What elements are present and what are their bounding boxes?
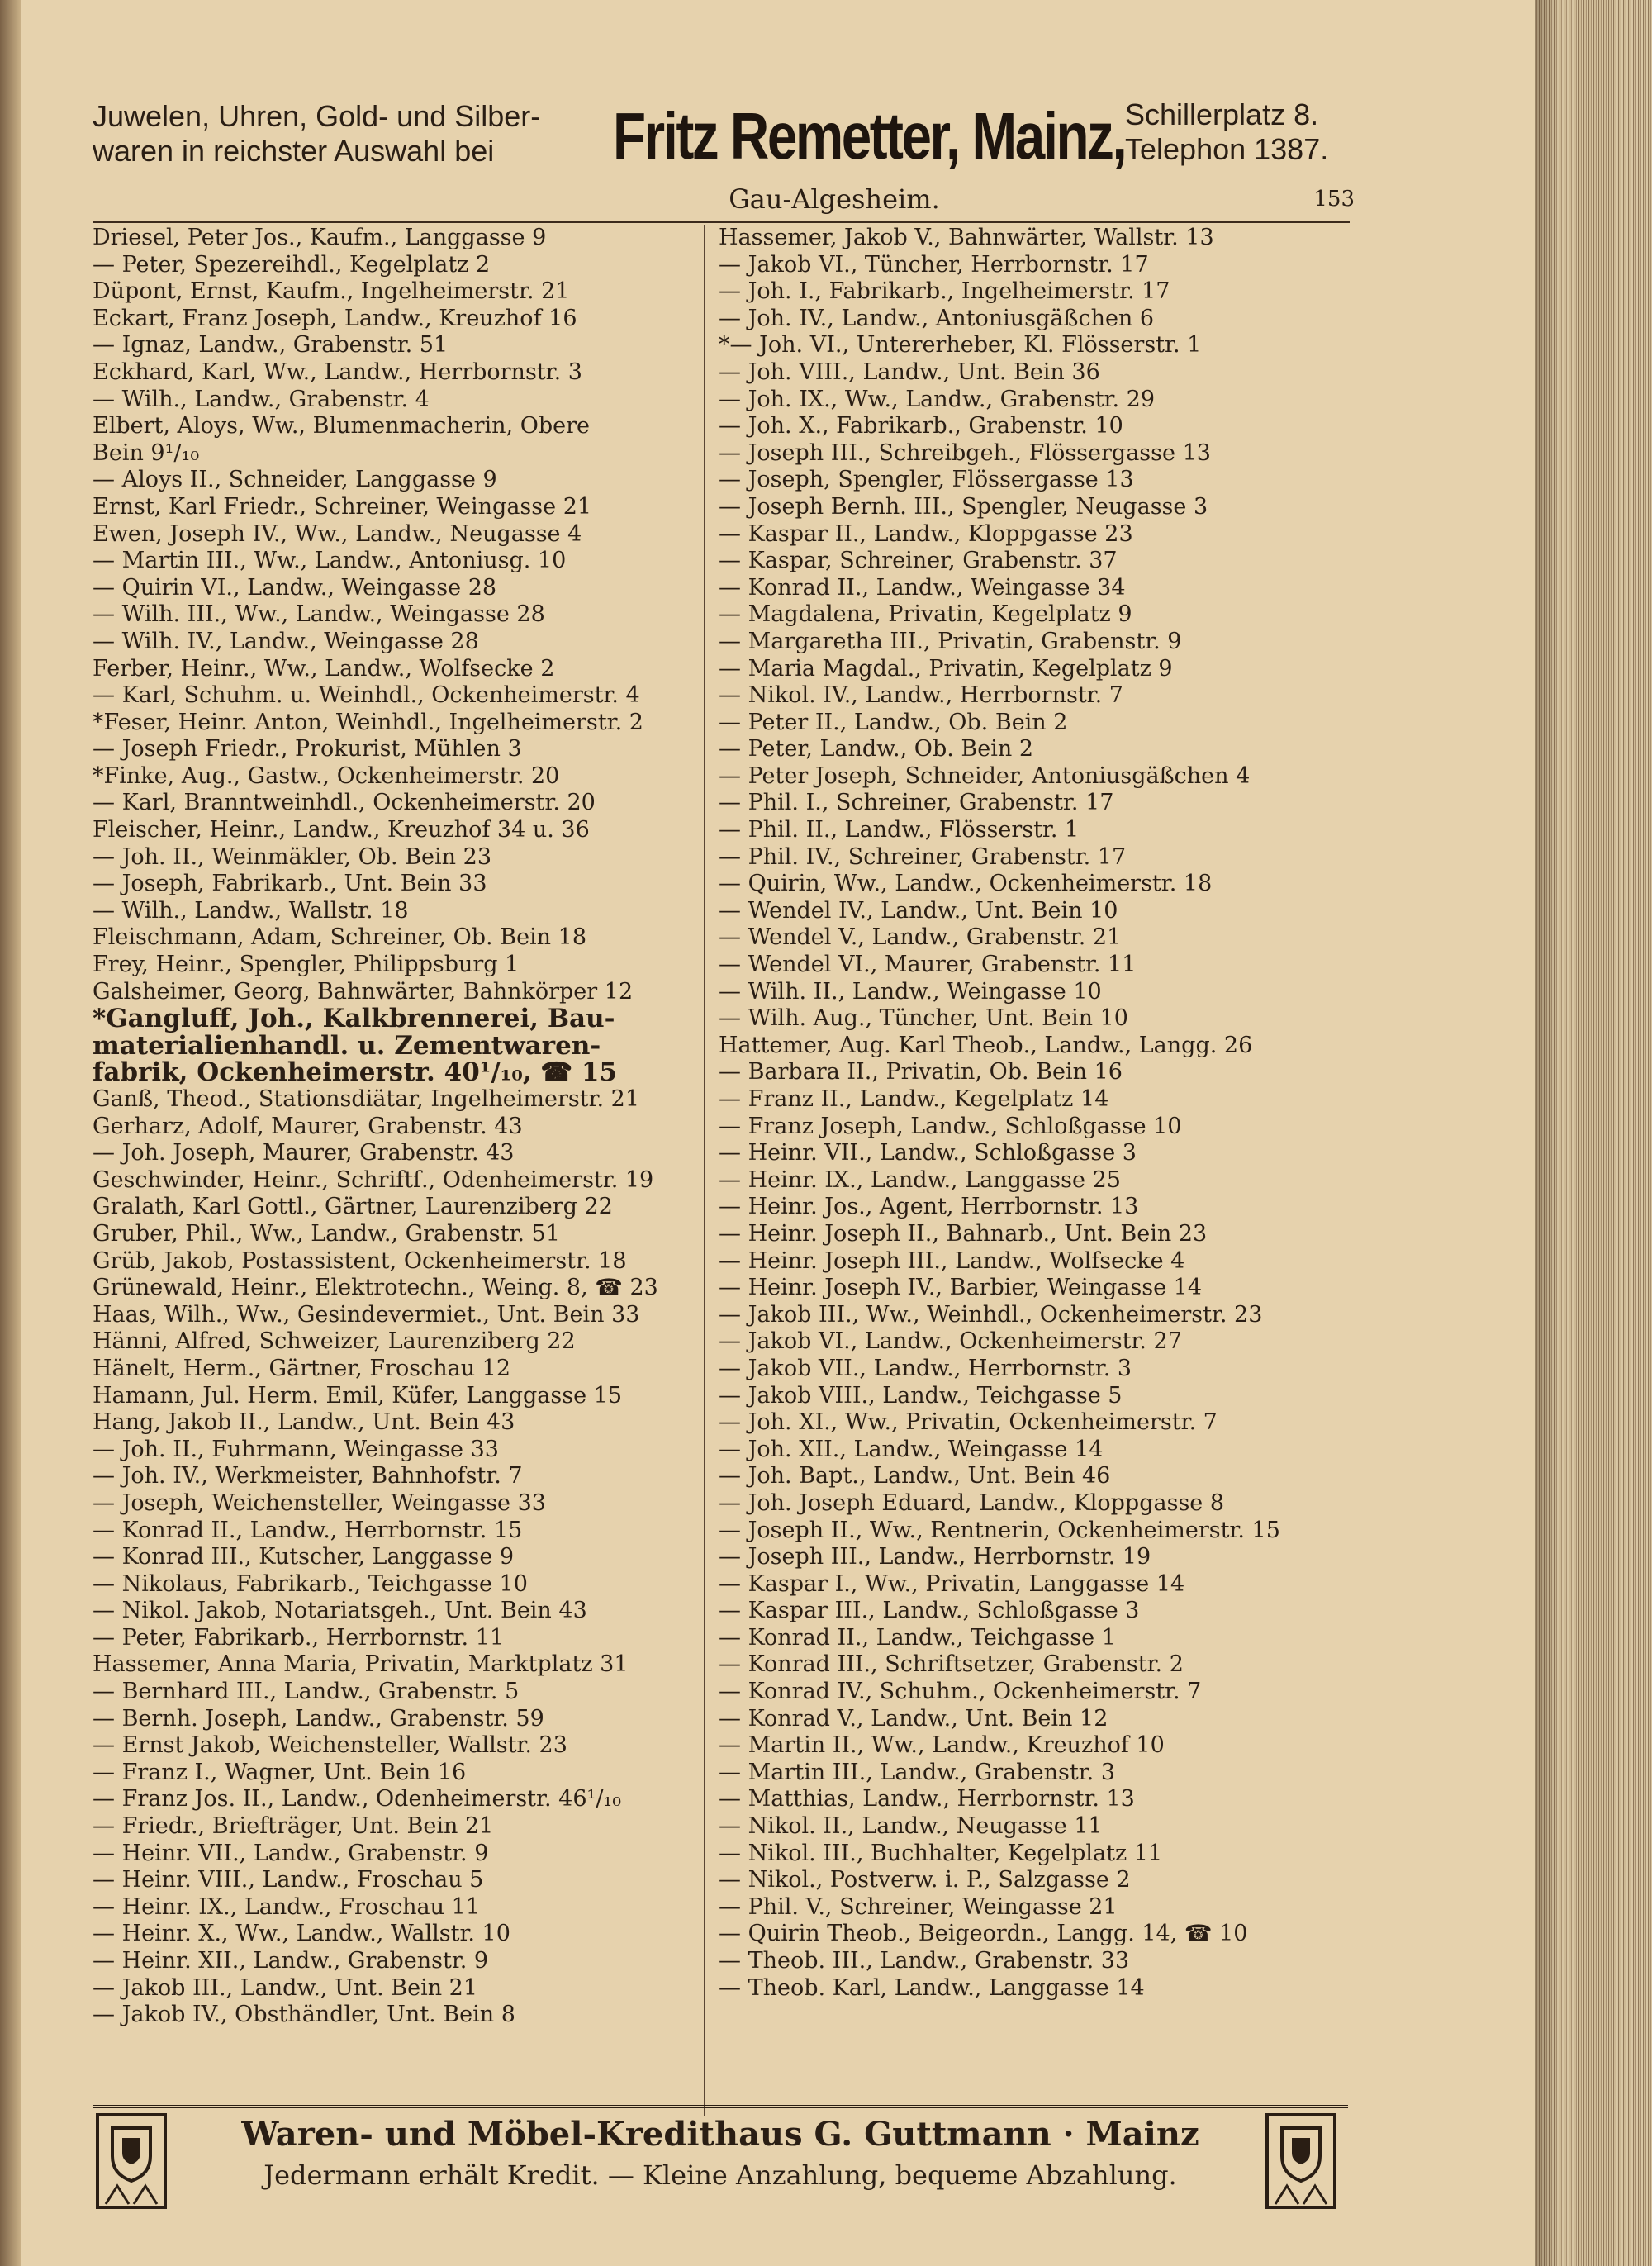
directory-entry: — Jakob VII., Landw., Herrbornstr. 3 xyxy=(719,1355,1132,1381)
directory-entry: — Heinr. VII., Landw., Schloßgasse 3 xyxy=(719,1140,1137,1166)
directory-entry: — Nikol. II., Landw., Neugasse 11 xyxy=(719,1813,1103,1840)
directory-entry: — Joh. VIII., Landw., Unt. Bein 36 xyxy=(719,359,1100,385)
header-ad-right-line1: Schillerplatz 8. xyxy=(1125,97,1319,131)
directory-entry: — Quirin, Ww., Landw., Ockenheimerstr. 18 xyxy=(719,871,1213,897)
locality-heading: Gau-Algesheim. xyxy=(729,183,940,215)
directory-entry: Hänni, Alfred, Schweizer, Laurenziberg 22 xyxy=(93,1328,576,1355)
directory-entry: Eckart, Franz Joseph, Landw., Kreuzhof 16 xyxy=(93,305,577,331)
directory-entry: *— Joh. VI., Untererheber, Kl. Flösserstr. 1 xyxy=(719,332,1202,359)
directory-entry: — Heinr. Joseph III., Landw., Wolfsecke 4 xyxy=(719,1247,1185,1274)
directory-entry: Driesel, Peter Jos., Kaufm., Langgasse 9 xyxy=(93,225,547,250)
directory-entry: — Martin III., Ww., Landw., Antoniusg. 10 xyxy=(93,548,567,574)
directory-entry: Gerharz, Adolf, Maurer, Grabenstr. 43 xyxy=(93,1113,523,1139)
directory-entry: — Joseph, Weichensteller, Weingasse 33 xyxy=(93,1489,546,1516)
directory-entry: — Kaspar, Schreiner, Grabenstr. 37 xyxy=(719,548,1118,574)
directory-entry: Hassemer, Anna Maria, Privatin, Marktplatz 31 xyxy=(93,1651,629,1678)
directory-entry: — Friedr., Briefträger, Unt. Bein 21 xyxy=(93,1813,494,1840)
directory-entry: — Franz I., Wagner, Unt. Bein 16 xyxy=(93,1759,467,1785)
directory-entry: — Karl, Schuhm. u. Weinhdl., Ockenheimerstr. 4 xyxy=(93,682,640,709)
directory-entry: — Wendel VI., Maurer, Grabenstr. 11 xyxy=(719,952,1137,978)
directory-entry: — Nikol. IV., Landw., Herrbornstr. 7 xyxy=(719,682,1123,709)
directory-entry: — Konrad II., Landw., Teichgasse 1 xyxy=(719,1624,1116,1651)
directory-entry: — Joseph, Fabrikarb., Unt. Bein 33 xyxy=(93,871,487,897)
directory-entry: Hattemer, Aug. Karl Theob., Landw., Langg. 26 xyxy=(719,1032,1253,1058)
directory-entry: — Phil. I., Schreiner, Grabenstr. 17 xyxy=(719,790,1114,816)
right-column xyxy=(719,225,1353,2002)
directory-entry: — Jakob VI., Landw., Ockenheimerstr. 27 xyxy=(719,1328,1182,1355)
directory-entry: — Heinr. VIII., Landw., Froschau 5 xyxy=(93,1867,484,1893)
directory-entry: — Maria Magdal., Privatin, Kegelplatz 9 xyxy=(719,655,1173,682)
directory-entry: — Kaspar II., Landw., Kloppgasse 23 xyxy=(719,520,1133,547)
directory-entry: — Heinr. Joseph II., Bahnarb., Unt. Bein 23 xyxy=(719,1220,1208,1247)
directory-entry: — Wendel IV., Landw., Unt. Bein 10 xyxy=(719,897,1118,924)
directory-entry: — Quirin Theob., Beigeordn., Langg. 14, ☎ 10 xyxy=(719,1921,1248,1947)
directory-entry: — Heinr. VII., Landw., Grabenstr. 9 xyxy=(93,1840,489,1866)
directory-entry: Fleischmann, Adam, Schreiner, Ob. Bein 18 xyxy=(93,924,587,951)
directory-entry: — Konrad II., Landw., Herrbornstr. 15 xyxy=(93,1517,523,1543)
directory-entry: — Joseph II., Ww., Rentnerin, Ockenheimerstr. 15 xyxy=(719,1517,1280,1543)
directory-entry: — Joseph Friedr., Prokurist, Mühlen 3 xyxy=(93,736,522,762)
directory-entry: — Ignaz, Landw., Grabenstr. 51 xyxy=(93,332,449,359)
directory-entry: Grünewald, Heinr., Elektrotechn., Weing. 8, ☎ 23 xyxy=(93,1275,658,1301)
directory-entry: — Joh. Joseph, Maurer, Grabenstr. 43 xyxy=(93,1140,515,1166)
directory-entry: — Magdalena, Privatin, Kegelplatz 9 xyxy=(719,601,1132,628)
directory-entry: — Phil. II., Landw., Flösserstr. 1 xyxy=(719,817,1080,843)
directory-entry: — Aloys II., Schneider, Langgasse 9 xyxy=(93,467,497,493)
directory-entry: Gralath, Karl Gottl., Gärtner, Laurenziberg 22 xyxy=(93,1194,613,1220)
directory-entry: — Joh. IV., Werkmeister, Bahnhofstr. 7 xyxy=(93,1463,523,1489)
directory-entry: — Martin III., Landw., Grabenstr. 3 xyxy=(719,1759,1116,1785)
directory-entry: — Heinr. Jos., Agent, Herrbornstr. 13 xyxy=(719,1194,1139,1220)
directory-entry: Ganß, Theod., Stationsdiätar, Ingelheimerstr. 21 xyxy=(93,1086,640,1112)
directory-entry: — Joh. Bapt., Landw., Unt. Bein 46 xyxy=(719,1463,1111,1489)
directory-entry: — Theob. Karl, Landw., Langgasse 14 xyxy=(719,1974,1145,2001)
directory-entry: — Heinr. IX., Landw., Langgasse 25 xyxy=(719,1166,1121,1193)
directory-entry: — Joh. II., Weinmäkler, Ob. Bein 23 xyxy=(93,843,491,870)
directory-entry: — Wilh. Aug., Tüncher, Unt. Bein 10 xyxy=(719,1005,1128,1032)
directory-entry: Galsheimer, Georg, Bahnwärter, Bahnkörper 12 xyxy=(93,978,634,1005)
directory-entry: Ewen, Joseph IV., Ww., Landw., Neugasse 4 xyxy=(93,520,582,547)
directory-entry: Hänelt, Herm., Gärtner, Froschau 12 xyxy=(93,1355,511,1381)
directory-entry: — Karl, Branntweinhdl., Ockenheimerstr. 20 xyxy=(93,790,596,816)
directory-entry: Fleischer, Heinr., Landw., Kreuzhof 34 u. 36 xyxy=(93,817,590,843)
directory-entry: — Phil. IV., Schreiner, Grabenstr. 17 xyxy=(719,843,1127,870)
directory-entry: — Quirin VI., Landw., Weingasse 28 xyxy=(93,574,497,601)
footer-ad-tagline: Jedermann erhält Kredit. — Kleine Anzahlung, bequeme Abzahlung. xyxy=(263,2159,1177,2191)
left-column xyxy=(93,225,704,2029)
directory-entry: — Jakob VIII., Landw., Teichgasse 5 xyxy=(719,1382,1123,1409)
directory-entry: — Franz Joseph, Landw., Schloßgasse 10 xyxy=(719,1113,1182,1139)
directory-entry: — Nikol., Postverw. i. P., Salzgasse 2 xyxy=(719,1867,1131,1893)
directory-entry: Hassemer, Jakob V., Bahnwärter, Wallstr. 13 xyxy=(719,225,1214,250)
directory-entry: — Joseph III., Schreibgeh., Flössergasse 13 xyxy=(719,439,1211,466)
directory-entry: Düpont, Ernst, Kaufm., Ingelheimerstr. 21 xyxy=(93,278,570,305)
directory-entry: — Peter, Spezereihdl., Kegelplatz 2 xyxy=(93,251,491,278)
directory-entry: — Franz Jos. II., Landw., Odenheimerstr. 46¹/₁₀ xyxy=(93,1786,622,1812)
directory-entry: — Wendel V., Landw., Grabenstr. 21 xyxy=(719,924,1122,951)
directory-entry: — Nikol. III., Buchhalter, Kegelplatz 11 xyxy=(719,1840,1163,1866)
header-ad-left-line1: Juwelen, Uhren, Gold- und Silber- xyxy=(93,99,541,133)
directory-entry: *Finke, Aug., Gastw., Ockenheimerstr. 20 xyxy=(93,762,560,789)
directory-entry: Frey, Heinr., Spengler, Philippsburg 1 xyxy=(93,952,520,978)
directory-entry: — Joseph III., Landw., Herrbornstr. 19 xyxy=(719,1544,1151,1570)
directory-entry: — Joh. Joseph Eduard, Landw., Kloppgasse 8 xyxy=(719,1489,1225,1516)
directory-entry: materialienhandl. u. Zementwaren- xyxy=(93,1032,601,1060)
directory-entry: — Margaretha III., Privatin, Grabenstr. 9 xyxy=(719,628,1182,654)
directory-entry: — Nikolaus, Fabrikarb., Teichgasse 10 xyxy=(93,1570,528,1597)
header-ad-right xyxy=(1125,97,1497,167)
directory-entry: — Martin II., Ww., Landw., Kreuzhof 10 xyxy=(719,1732,1165,1759)
directory-entry: Bein 9¹/₁₀ xyxy=(93,439,200,466)
directory-entry: — Bernhard III., Landw., Grabenstr. 5 xyxy=(93,1679,520,1705)
directory-entry: — Konrad III., Kutscher, Langgasse 9 xyxy=(93,1544,515,1570)
directory-entry: — Joseph, Spengler, Flössergasse 13 xyxy=(719,467,1134,493)
directory-entry: — Jakob III., Landw., Unt. Bein 21 xyxy=(93,1974,478,2001)
directory-entry: Elbert, Aloys, Ww., Blumenmacherin, Obere xyxy=(93,413,591,439)
directory-entry: — Jakob IV., Obsthändler, Unt. Bein 8 xyxy=(93,2002,515,2028)
directory-entry: — Heinr. XII., Landw., Grabenstr. 9 xyxy=(93,1948,489,1974)
page-number: 153 xyxy=(1313,187,1355,211)
directory-entry: — Nikol. Jakob, Notariatsgeh., Unt. Bein 43 xyxy=(93,1598,587,1624)
directory-entry: Geschwinder, Heinr., Schriftſ., Odenheimerstr. 19 xyxy=(93,1166,654,1193)
directory-entry: — Joh. II., Fuhrmann, Weingasse 33 xyxy=(93,1436,499,1462)
directory-entry: Ferber, Heinr., Ww., Landw., Wolfsecke 2 xyxy=(93,655,555,682)
header-ad-title: Fritz Remetter, Mainz, xyxy=(613,99,1126,173)
directory-entry: — Jakob VI., Tüncher, Herrbornstr. 17 xyxy=(719,251,1149,278)
directory-entry: — Barbara II., Privatin, Ob. Bein 16 xyxy=(719,1059,1123,1085)
directory-entry: — Joh. XII., Landw., Weingasse 14 xyxy=(719,1436,1104,1462)
page-edge-shadow xyxy=(1535,0,1559,2266)
column-divider xyxy=(704,225,705,2116)
directory-entry: — Jakob III., Ww., Weinhdl., Ockenheimerstr. 23 xyxy=(719,1301,1263,1328)
directory-entry: Gruber, Phil., Ww., Landw., Grabenstr. 51 xyxy=(93,1220,560,1247)
directory-entry: *Feser, Heinr. Anton, Weinhdl., Ingelheimerstr. 2 xyxy=(93,709,643,735)
directory-entry: Grüb, Jakob, Postassistent, Ockenheimerstr. 18 xyxy=(93,1247,627,1274)
directory-entry: — Ernst Jakob, Weichensteller, Wallstr. 23 xyxy=(93,1732,567,1759)
directory-entry: — Joh. IX., Ww., Landw., Grabenstr. 29 xyxy=(719,386,1156,412)
directory-entry: — Peter Joseph, Schneider, Antoniusgäßchen 4 xyxy=(719,762,1251,789)
shield-logo-right-icon xyxy=(1264,2112,1338,2211)
directory-entry: — Joh. I., Fabrikarb., Ingelheimerstr. 17 xyxy=(719,278,1170,305)
directory-entry: — Joseph Bernh. III., Spengler, Neugasse 3 xyxy=(719,493,1208,520)
directory-entry: — Konrad III., Schriftsetzer, Grabenstr. 2 xyxy=(719,1651,1184,1678)
directory-entry: — Peter, Landw., Ob. Bein 2 xyxy=(719,736,1033,762)
directory-entry: — Konrad II., Landw., Weingasse 34 xyxy=(719,574,1126,601)
shield-logo-left-icon xyxy=(94,2112,169,2211)
directory-entry: — Joh. IV., Landw., Antoniusgäßchen 6 xyxy=(719,305,1155,331)
directory-entry: — Heinr. Joseph IV., Barbier, Weingasse 14 xyxy=(719,1275,1203,1301)
directory-entry: — Wilh. III., Ww., Landw., Weingasse 28 xyxy=(93,601,545,628)
directory-entry: — Peter, Fabrikarb., Herrbornstr. 11 xyxy=(93,1624,505,1651)
directory-entry: — Theob. III., Landw., Grabenstr. 33 xyxy=(719,1948,1130,1974)
directory-entry: — Joh. X., Fabrikarb., Grabenstr. 10 xyxy=(719,413,1123,439)
directory-entry: Hamann, Jul. Herm. Emil, Küfer, Langgasse 15 xyxy=(93,1382,622,1409)
header-ad-left-line2: waren in reichster Auswahl bei xyxy=(93,134,495,168)
directory-entry: Haas, Wilh., Ww., Gesindevermiet., Unt. Bein 33 xyxy=(93,1301,640,1328)
directory-entry: — Konrad V., Landw., Unt. Bein 12 xyxy=(719,1705,1108,1732)
header-ad-right-line2: Telephon 1387. xyxy=(1125,132,1329,166)
directory-entry: — Bernh. Joseph, Landw., Grabenstr. 59 xyxy=(93,1705,544,1732)
directory-entry: Eckhard, Karl, Ww., Landw., Herrbornstr. 3 xyxy=(93,359,582,385)
directory-entry: — Kaspar I., Ww., Privatin, Langgasse 14 xyxy=(719,1570,1185,1597)
directory-entry: Hang, Jakob II., Landw., Unt. Bein 43 xyxy=(93,1409,515,1436)
footer-ad-headline: Waren- und Möbel-Kredithaus G. Guttmann · Mainz xyxy=(241,2115,1199,2154)
directory-entry: — Wilh. II., Landw., Weingasse 10 xyxy=(719,978,1102,1005)
directory-entry: — Wilh., Landw., Wallstr. 18 xyxy=(93,897,409,924)
directory-entry: fabrik, Ockenheimerstr. 40¹/₁₀, ☎ 15 xyxy=(93,1059,617,1086)
directory-entry: — Peter II., Landw., Ob. Bein 2 xyxy=(719,709,1068,735)
directory-entry: — Franz II., Landw., Kegelplatz 14 xyxy=(719,1086,1109,1112)
directory-entry: — Heinr. X., Ww., Landw., Wallstr. 10 xyxy=(93,1921,510,1947)
directory-entry: — Wilh. IV., Landw., Weingasse 28 xyxy=(93,628,479,654)
directory-entry: Ernst, Karl Friedr., Schreiner, Weingasse 21 xyxy=(93,493,592,520)
directory-entry: — Matthias, Landw., Herrbornstr. 13 xyxy=(719,1786,1135,1812)
header-ad-left xyxy=(93,99,605,169)
header-rule xyxy=(93,221,1350,223)
directory-entry: — Wilh., Landw., Grabenstr. 4 xyxy=(93,386,430,412)
directory-entry: *Gangluff, Joh., Kalkbrennerei, Bau- xyxy=(93,1005,615,1033)
directory-entry: — Joh. XI., Ww., Privatin, Ockenheimerstr. 7 xyxy=(719,1409,1218,1436)
directory-entry: — Kaspar III., Landw., Schloßgasse 3 xyxy=(719,1598,1140,1624)
binding-gutter xyxy=(0,0,21,2266)
directory-entry: — Phil. V., Schreiner, Weingasse 21 xyxy=(719,1893,1118,1920)
directory-entry: — Heinr. IX., Landw., Froschau 11 xyxy=(93,1893,480,1920)
directory-entry: — Konrad IV., Schuhm., Ockenheimerstr. 7 xyxy=(719,1679,1202,1705)
